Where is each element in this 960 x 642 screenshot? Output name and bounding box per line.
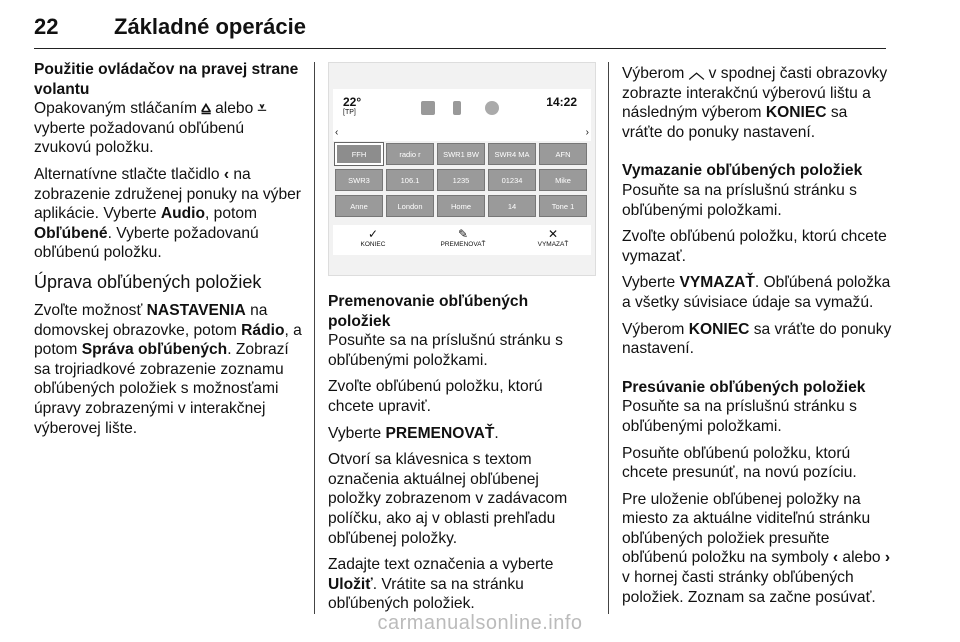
paragraph: Alternatívne stlačte tlačidlo ‹ na zobrazenie združenej ponuky na výber aplikácie. Vyberte Audio, potom Obľúbené. Vyberte požadovanú obľúbenú položku.: [34, 165, 301, 262]
section-heading: Vymazanie obľúbených položiek: [622, 162, 863, 180]
chevron-left-icon[interactable]: ‹: [335, 127, 339, 138]
check-icon: ✓: [367, 227, 379, 241]
section-title: Úprava obľúbených položiek: [34, 271, 262, 292]
paragraph: Zadajte text označenia a vyberte Uložiť. Vrátite sa na stránku obľúbených položiek.: [328, 556, 554, 613]
paragraph: Vyberte PREMENOVAŤ.: [328, 424, 499, 442]
section-heading: Premenovanie obľúbených položiek: [328, 293, 529, 330]
chevron-right-icon[interactable]: ›: [585, 127, 589, 138]
paragraph: Posuňte sa na príslušnú stránku s obľúbenými položkami.: [328, 332, 563, 369]
favourite-button[interactable]: SWR3: [335, 169, 383, 191]
watermark: carmanualsonline.info: [377, 612, 583, 634]
paragraph: Otvorí sa klávesnica s textom označenia aktuálnej obľúbenej položky zobrazenom v zadávacom políčku, ako aj v oblasti prehľadu obľúbenej položky.: [328, 451, 568, 547]
favourite-button[interactable]: SWR1 BW: [437, 143, 485, 165]
phone-icon: [453, 101, 461, 115]
chevron-right-icon: ›: [884, 549, 891, 567]
infotainment-screen: [328, 62, 596, 276]
audio-icon: [421, 101, 435, 115]
column-right: [622, 64, 892, 614]
favourite-button[interactable]: radio r: [386, 143, 434, 165]
favourite-button[interactable]: Home: [437, 195, 485, 217]
page-nav: [333, 129, 591, 141]
paragraph: Pre uloženie obľúbenej položky na miesto za aktuálne viditeľnú stránku obľúbených položiek presuňte obľúbenú položku na symboly ‹ alebo › v hornej časti stránky obľúbených položiek. Zoznam sa začne posúvať.: [622, 490, 891, 606]
favourite-button[interactable]: London: [386, 195, 434, 217]
done-action[interactable]: ✓ KONIEC: [343, 227, 403, 248]
favourite-button[interactable]: Anne: [335, 195, 383, 217]
favourite-button[interactable]: 106.1: [386, 169, 434, 191]
favourite-button[interactable]: SWR4 MA: [488, 143, 536, 165]
page-number: 22: [34, 14, 59, 39]
favourite-button[interactable]: Mike: [539, 169, 587, 191]
paragraph: Zvoľte obľúbenú položku, ktorú chcete upraviť.: [328, 378, 543, 415]
paragraph: Výberom KONIEC sa vráťte do ponuky nastavení.: [622, 320, 892, 358]
chevron-left-icon: ‹: [832, 549, 839, 567]
column-left: [34, 60, 304, 445]
section-heading: Presúvanie obľúbených položiek: [622, 378, 866, 396]
temperature: 22°: [343, 95, 362, 109]
favourite-button[interactable]: 01234: [488, 169, 536, 191]
back-icon: ‹: [223, 165, 230, 183]
paragraph: Zvoľte obľúbenú položku, ktorú chcete vymazať.: [622, 228, 887, 265]
seek-up-icon: ⩠: [201, 100, 211, 118]
favourite-button[interactable]: FFH: [335, 143, 383, 165]
paragraph: Posuňte sa na príslušnú stránku s obľúbenými položkami.: [622, 398, 857, 435]
paragraph: Výberom ︿ v spodnej časti obrazovky zobrazte interakčnú výberovú lištu a následným výberom KONIEC sa vráťte do ponuky nastavení.: [622, 65, 888, 141]
page-header: [34, 14, 886, 49]
tp-indicator: [TP]: [343, 109, 356, 116]
paragraph: Opakovaným stláčaním ⩠ alebo ⩡ vyberte požadovanú obľúbenú zvukovú položku.: [34, 100, 267, 157]
interaction-selector-bar: [333, 225, 591, 255]
favourite-button[interactable]: Tone 1: [539, 195, 587, 217]
column-middle: [328, 292, 590, 621]
clock: 14:22: [546, 95, 577, 109]
source-icon: [485, 101, 499, 115]
chevron-up-icon: ︿: [688, 65, 705, 82]
section-heading: Použitie ovládačov na pravej strane volantu: [34, 61, 299, 98]
column-divider: [608, 62, 609, 614]
favourite-button[interactable]: 1235: [437, 169, 485, 191]
paragraph: Zvoľte možnosť NASTAVENIA na domovskej obrazovke, potom Rádio, a potom Správa obľúbených. Zobrazí sa trojriadkové zobrazenie zoznamu obľúbených položiek s možnosťami úpravy zobrazenými v interakčnej výberovej lište.: [34, 301, 302, 437]
paragraph: Posuňte sa na príslušnú stránku s obľúbenými položkami.: [622, 181, 857, 219]
favourite-button[interactable]: AFN: [539, 143, 587, 165]
favourite-button[interactable]: 14: [488, 195, 536, 217]
paragraph: Vyberte VYMAZAŤ. Obľúbená položka a všetky súvisiace údaje sa vymažú.: [622, 274, 891, 311]
page-title: Základné operácie: [114, 14, 306, 39]
pencil-icon: ✎: [457, 227, 469, 241]
column-divider: [314, 62, 315, 614]
close-icon: ✕: [547, 227, 559, 241]
seek-down-icon: ⩡: [257, 100, 267, 118]
rename-action[interactable]: ✎ PREMENOVAŤ: [433, 227, 493, 248]
paragraph: Posuňte obľúbenú položku, ktorú chcete presunúť, na novú pozíciu.: [622, 444, 857, 482]
delete-action[interactable]: ✕ VYMAZAŤ: [523, 227, 583, 248]
